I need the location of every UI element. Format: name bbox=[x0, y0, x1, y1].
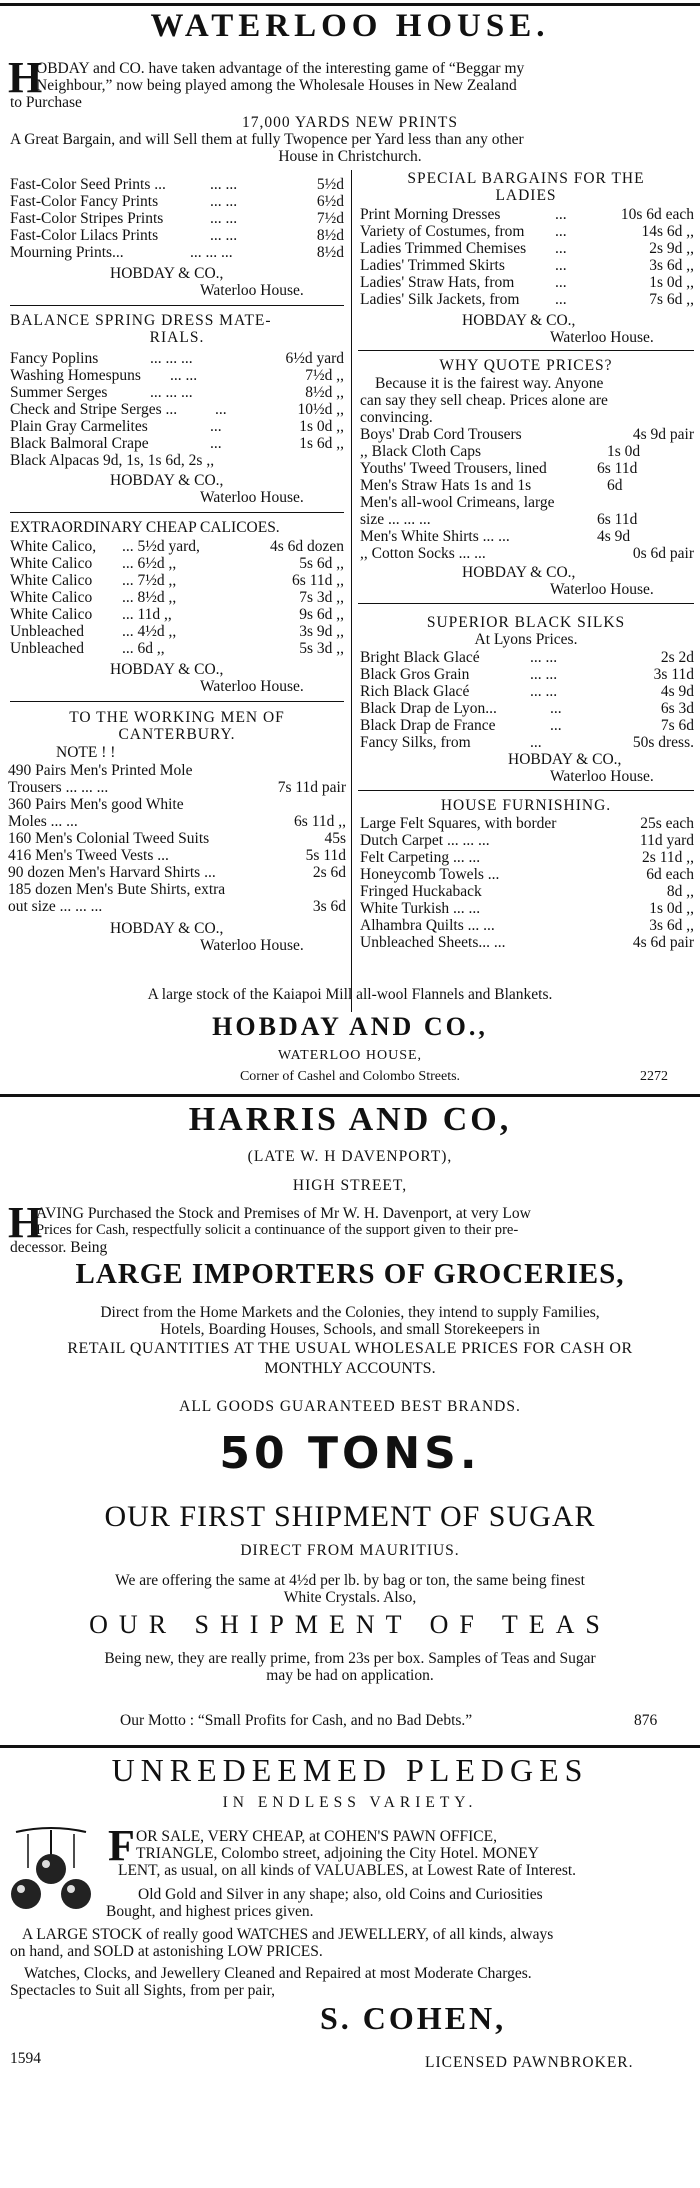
signature-house: Waterloo House. bbox=[550, 768, 654, 785]
harris-teas-line: Being new, they are really prime, from 23s per box. Samples of Teas and Sugar bbox=[104, 1650, 596, 1667]
signature-firm: HOBDAY & CO., bbox=[462, 312, 576, 329]
signature-house: Waterloo House. bbox=[200, 489, 304, 506]
importers-heading: LARGE IMPORTERS OF GROCERIES, bbox=[75, 1258, 625, 1290]
pledges-title: UNREDEEMED PLEDGES bbox=[111, 1752, 589, 1788]
pledges-watches-line: Watches, Clocks, and Jewellery Cleaned and Repaired at most Moderate Charges. bbox=[24, 1965, 532, 1982]
why-line: Because it is the fairest way. Anyone bbox=[375, 375, 604, 392]
ad-number: 876 bbox=[634, 1712, 658, 1729]
fifty-tons-heading: 50 TONS. bbox=[219, 1428, 481, 1479]
pledges-stock-line: A LARGE STOCK of really good WATCHES and JEWELLERY, of all kinds, always bbox=[22, 1926, 554, 1943]
waterloo-intro-line: Neighbour,” now being played among the Wholesale Houses in New Zealand bbox=[36, 77, 517, 94]
harris-offer-line: White Crystals. Also, bbox=[283, 1589, 417, 1606]
house-heading: HOUSE FURNISHING. bbox=[440, 797, 612, 814]
signature-firm: HOBDAY & CO., bbox=[462, 564, 576, 581]
divider bbox=[10, 512, 344, 513]
signature-house: Waterloo House. bbox=[200, 282, 304, 299]
licensed-pawnbroker: LICENSED PAWNBROKER. bbox=[425, 2054, 634, 2071]
signature-firm: HOBDAY & CO., bbox=[508, 751, 622, 768]
hobday-footer-house: WATERLOO HOUSE, bbox=[277, 1048, 423, 1063]
prints-line: House in Christchurch. bbox=[278, 148, 422, 165]
waterloo-intro-line: OBDAY and CO. have taken advantage of the interesting game of “Beggar my bbox=[36, 60, 525, 77]
pledges-sale-line: TRIANGLE, Colombo street, adjoining the City Hotel. MONEY bbox=[136, 1845, 539, 1862]
harris-direct-line: Direct from the Home Markets and the Colonies, they intend to supply Families, bbox=[100, 1304, 600, 1321]
hobday-footer-title: HOBDAY AND CO., bbox=[212, 1012, 488, 1041]
prints-line: A Great Bargain, and will Sell them at fully Twopence per Yard less than any other bbox=[10, 131, 524, 148]
ad-number: 2272 bbox=[640, 1069, 668, 1084]
why-line: convincing. bbox=[360, 409, 433, 426]
teas-heading: OUR SHIPMENT OF TEAS bbox=[89, 1610, 611, 1639]
signature-house: Waterloo House. bbox=[550, 329, 654, 346]
harris-late: (LATE W. H DAVENPORT), bbox=[247, 1148, 453, 1165]
sugar-heading: OUR FIRST SHIPMENT OF SUGAR bbox=[104, 1500, 596, 1533]
harris-teas-line: may be had on application. bbox=[266, 1667, 434, 1684]
hobday-footer-address: Corner of Cashel and Colombo Streets. bbox=[239, 1069, 461, 1084]
harris-offer-line: We are offering the same at 4½d per lb. by bag or ton, the same being finest bbox=[115, 1572, 585, 1589]
newspaper-page: WATERLOO HOUSE. H OBDAY and CO. have taken advantage of the interesting game of “Beggar my Neighbour,” now being played among the Wholesale Houses in New Zealand to Purchase 17,000 YARDS NEW PRINTS A Great Bargain, and will Sell them at fully Twopence per Yard less than any other House in Christchurch. Fast-Color Seed Prints ... ... ... 5½d Fast-Color Fancy Prints ... ... 6½d Fast-Color Stripes Prints ... ... 7½d Fast-Color Lilacs Prints ... ... 8½d Mourning Prints... ... ... ... 8½d HOBDAY & CO., Waterloo House. BALANCE SPRING DRESS MATE- RIALS. Fancy Poplins ... ... ... 6½d yard Washing Homespuns ... ... 7½d ,, Summer Serges ... ... ... 8½d ,, Check and Stripe Serges ... ... 10½d ,, Plain Gray Carmelites ... 1s 0d ,, Black Balmoral Crape ... 1s 6d ,, Black Alpacas 9d, 1s, 1s 6d, 2s ,, HOBDAY & CO., Waterloo House. EXTRAORDINARY CHEAP CALICOES. White Calico, ... 5½d yard, 4s 6d dozen White Calico ... 6½d ,, 5s 6d ,, White Calico ... 7½d ,, 6s 11d ,, White Calico ... 8½d ,, 7s 3d ,, White Calico ... 11d ,, 9s 6d ,, Unbleached ... 4½d ,, 3s 9d ,, Unbleached ... 6d ,, 5s 3d ,, HOBDAY & CO., Waterloo House. TO THE WORKING MEN OF CANTERBURY. NOTE ! ! 490 Pairs Men's Printed Mole Trousers ... ... ... 7s 11d pair 360 Pairs Men's good White Moles ... ... 6s 11d ,, 160 Men's Colonial Tweed Suits 45s 416 Men's Tweed Vests ... 5s 11d 90 dozen Men's Harvard Shirts ... 2s 6d 185 dozen Men's Bute Shirts, extra out size ... ... ... 3s 6d HOBDAY & CO., Waterloo House. SPECIAL BARGAINS FOR THE LADIES Print Morning Dresses ... 10s 6d each Variety of Costumes, from ... 14s 6d ,, Ladies Trimmed Chemises ... 2s 9d ,, Ladies' Trimmed Skirts ... 3s 6d ,, Ladies' Straw Hats, from ... 1s 0d ,, Ladies' Silk Jackets, from ... 7s 6d ,, HOBDAY & CO., Waterloo House. WHY QUOTE PRICES? Because it is the fairest way. Anyone can say they sell cheap. Prices alone are convincing. Boys' Drab Cord Trousers 4s 9d pair ,, Black Cloth Caps 1s 0d Youths' Tweed Trousers, lined 6s 11d Men's Straw Hats 1s and 1s 6d Men's all-wool Crimeans, large size ... ... ... 6s 11d Men's White Shirts ... ... 4s 9d ,, Cotton Socks ... ... 0s 6d pair HOBDAY & CO., Waterloo House. SUPERIOR BLACK SILKS At Lyons Prices. Bright Black Glacé ... ... 2s 2d Black Gros Grain ... ... 3s 11d Rich Black Glacé ... ... 4s 9d Black Drap de Lyon... ... 6s 3d Black Drap de France ... 7s 6d Fancy Silks, from ... 50s dress. HOBDAY & CO., Waterloo House. HOUSE FURNISHING. Large Felt Squares, with border 25s each Dutch Carpet ... ... ... 11d yard Felt Carpeting ... ... 2s 11d ,, Honeycomb Towels ... 6d each Fringed Huckaback 8d ,, White Turkish ... ... 1s 0d ,, Alhambra Quilts ... ... 3s 6d ,, Unbleached Sheets... ... 4s 6d pair A large stock of the Kaiapoi Mill all-wool Flannels and Blankets. HOBDAY AND CO., WATERLOO HOUSE, Corner of Cashel and Colombo Streets. 2272 HARRIS AND CO, (LATE W. H DAVENPORT), HIGH STREET, H AVING Purchased the Stock and Premises of Mr W. H. Davenport, at very Low Prices for Cash, respectfully solicit a continuance of the support given to their pre- decessor. Being LARGE IMPORTERS OF GROCERIES, Direct from the Home Markets and the Colonies, they intend to supply Families, Hotels, Boarding Houses, Schools, and small Storekeepers in RETAIL QUANTITIES AT THE USUAL WHOLESALE PRICES FOR CASH OR MONTHLY ACCOUNTS. ALL GOODS GUARANTEED BEST BRANDS. 50 TONS. OUR FIRST SHIPMENT OF SUGAR DIRECT FROM MAURITIUS. We are offering the same at 4½d per lb. by bag or ton, the same being finest White Crystals. Also, OUR SHIPMENT OF TEAS Being new, they are really prime, from 23s per box. Samples of Teas and Sugar may be had on application. Our Motto : “Small Profits for Cash, and no Bad Debts.” 876 UNREDEEMED PLEDGES IN ENDLESS VARIETY. F OR SALE, VERY CHEAP, at COHEN'S PAWN OFFICE, TRIANGLE, Colombo street, adjoining the City Hotel. MONEY LENT, as usual, on all kinds of VALUABLES, at Lowest Rate of Interest. Old Gold and Silver in any shape; also, old Coins and Curiosities Bought, and highest prices given. A LARGE STOCK of really good WATCHES and JEWELLERY, of all kinds, always on hand, and SOLD at astonishing LOW PRICES. Watches, Clocks, and Jewellery Cleaned and Repaired at most Moderate Charges. Spectacles to Suit all Sights, from per pair, S. COHEN, 1594 LICENSED PAWNBROKER. bbox=[0, 0, 700, 2188]
harris-motto: Our Motto : “Small Profits for Cash, and no Bad Debts.” bbox=[120, 1712, 473, 1729]
cohen-name: S. COHEN, bbox=[320, 2000, 507, 2036]
divider bbox=[10, 305, 344, 306]
mauritius-line: DIRECT FROM MAURITIUS. bbox=[240, 1542, 460, 1559]
balance-heading: RIALS. bbox=[149, 329, 205, 346]
pledges-sale-line: LENT, as usual, on all kinds of VALUABLES, at Lowest Rate of Interest. bbox=[118, 1862, 577, 1879]
pledges-stock-line: on hand, and SOLD at astonishing LOW PRICES. bbox=[10, 1943, 323, 1960]
signature-firm: HOBDAY & CO., bbox=[110, 472, 224, 489]
note: NOTE ! ! bbox=[56, 744, 116, 761]
special-heading: LADIES bbox=[495, 187, 557, 204]
harris-street: HIGH STREET, bbox=[292, 1177, 408, 1194]
column-divider bbox=[351, 170, 352, 1012]
signature-firm: HOBDAY & CO., bbox=[110, 920, 224, 937]
pledges-sale-line: OR SALE, VERY CHEAP, at COHEN'S PAWN OFFICE, bbox=[136, 1828, 497, 1845]
calico-heading: EXTRAORDINARY CHEAP CALICOES. bbox=[10, 519, 280, 536]
divider bbox=[358, 603, 694, 604]
harris-retail-line: MONTHLY ACCOUNTS. bbox=[264, 1360, 436, 1377]
pledges-spectacles-line: Spectacles to Suit all Sights, from per pair, bbox=[10, 1982, 275, 1999]
divider bbox=[358, 350, 694, 351]
section-rule bbox=[0, 1094, 700, 1097]
pledges-gold-line: Bought, and highest prices given. bbox=[106, 1903, 314, 1920]
signature-house: Waterloo House. bbox=[200, 678, 304, 695]
working-heading: TO THE WORKING MEN OF bbox=[69, 709, 285, 726]
harris-title: HARRIS AND CO, bbox=[188, 1101, 512, 1138]
harris-retail-line: RETAIL QUANTITIES AT THE USUAL WHOLESALE PRICES FOR CASH OR bbox=[67, 1340, 633, 1357]
harris-body-line: Prices for Cash, respectfully solicit a continuance of the support given to their pre- bbox=[36, 1222, 519, 1238]
pledges-dropcap: F bbox=[108, 1821, 135, 1870]
waterloo-dropcap: H bbox=[8, 53, 43, 102]
black-alpacas: Black Alpacas 9d, 1s, 1s 6d, 2s ,, bbox=[10, 452, 215, 469]
pawnbroker-balls-icon bbox=[8, 1826, 94, 1918]
why-heading: WHY QUOTE PRICES? bbox=[439, 357, 613, 374]
prints-heading: 17,000 YARDS NEW PRINTS bbox=[242, 114, 458, 131]
harris-dropcap: H bbox=[8, 1198, 43, 1247]
guaranteed-line: ALL GOODS GUARANTEED BEST BRANDS. bbox=[179, 1398, 521, 1415]
divider bbox=[358, 790, 694, 791]
kaiapoi-line: A large stock of the Kaiapoi Mill all-wool Flannels and Blankets. bbox=[147, 986, 553, 1003]
balance-heading: BALANCE SPRING DRESS MATE- bbox=[10, 312, 272, 329]
ad-number: 1594 bbox=[10, 2050, 41, 2067]
top-rule bbox=[0, 3, 700, 6]
waterloo-title: WATERLOO HOUSE. bbox=[150, 8, 550, 44]
signature-firm: HOBDAY & CO., bbox=[110, 661, 224, 678]
pledges-gold-line: Old Gold and Silver in any shape; also, old Coins and Curiosities bbox=[138, 1886, 543, 1903]
section-rule bbox=[0, 1745, 700, 1748]
special-heading: SPECIAL BARGAINS FOR THE bbox=[407, 170, 645, 187]
harris-body-line: decessor. Being bbox=[10, 1239, 108, 1256]
waterloo-intro-line: to Purchase bbox=[10, 94, 82, 111]
signature-house: Waterloo House. bbox=[200, 937, 304, 954]
signature-firm: HOBDAY & CO., bbox=[110, 265, 224, 282]
silks-sub: At Lyons Prices. bbox=[474, 631, 578, 648]
why-line: can say they sell cheap. Prices alone are bbox=[360, 392, 608, 409]
divider bbox=[10, 701, 344, 702]
working-heading: CANTERBURY. bbox=[118, 726, 236, 743]
pledges-sub: IN ENDLESS VARIETY. bbox=[222, 1794, 478, 1811]
signature-house: Waterloo House. bbox=[550, 581, 654, 598]
silks-heading: SUPERIOR BLACK SILKS bbox=[426, 614, 626, 631]
harris-body-line: AVING Purchased the Stock and Premises of Mr W. H. Davenport, at very Low bbox=[36, 1205, 531, 1222]
harris-direct-line: Hotels, Boarding Houses, Schools, and small Storekeepers in bbox=[160, 1321, 540, 1338]
